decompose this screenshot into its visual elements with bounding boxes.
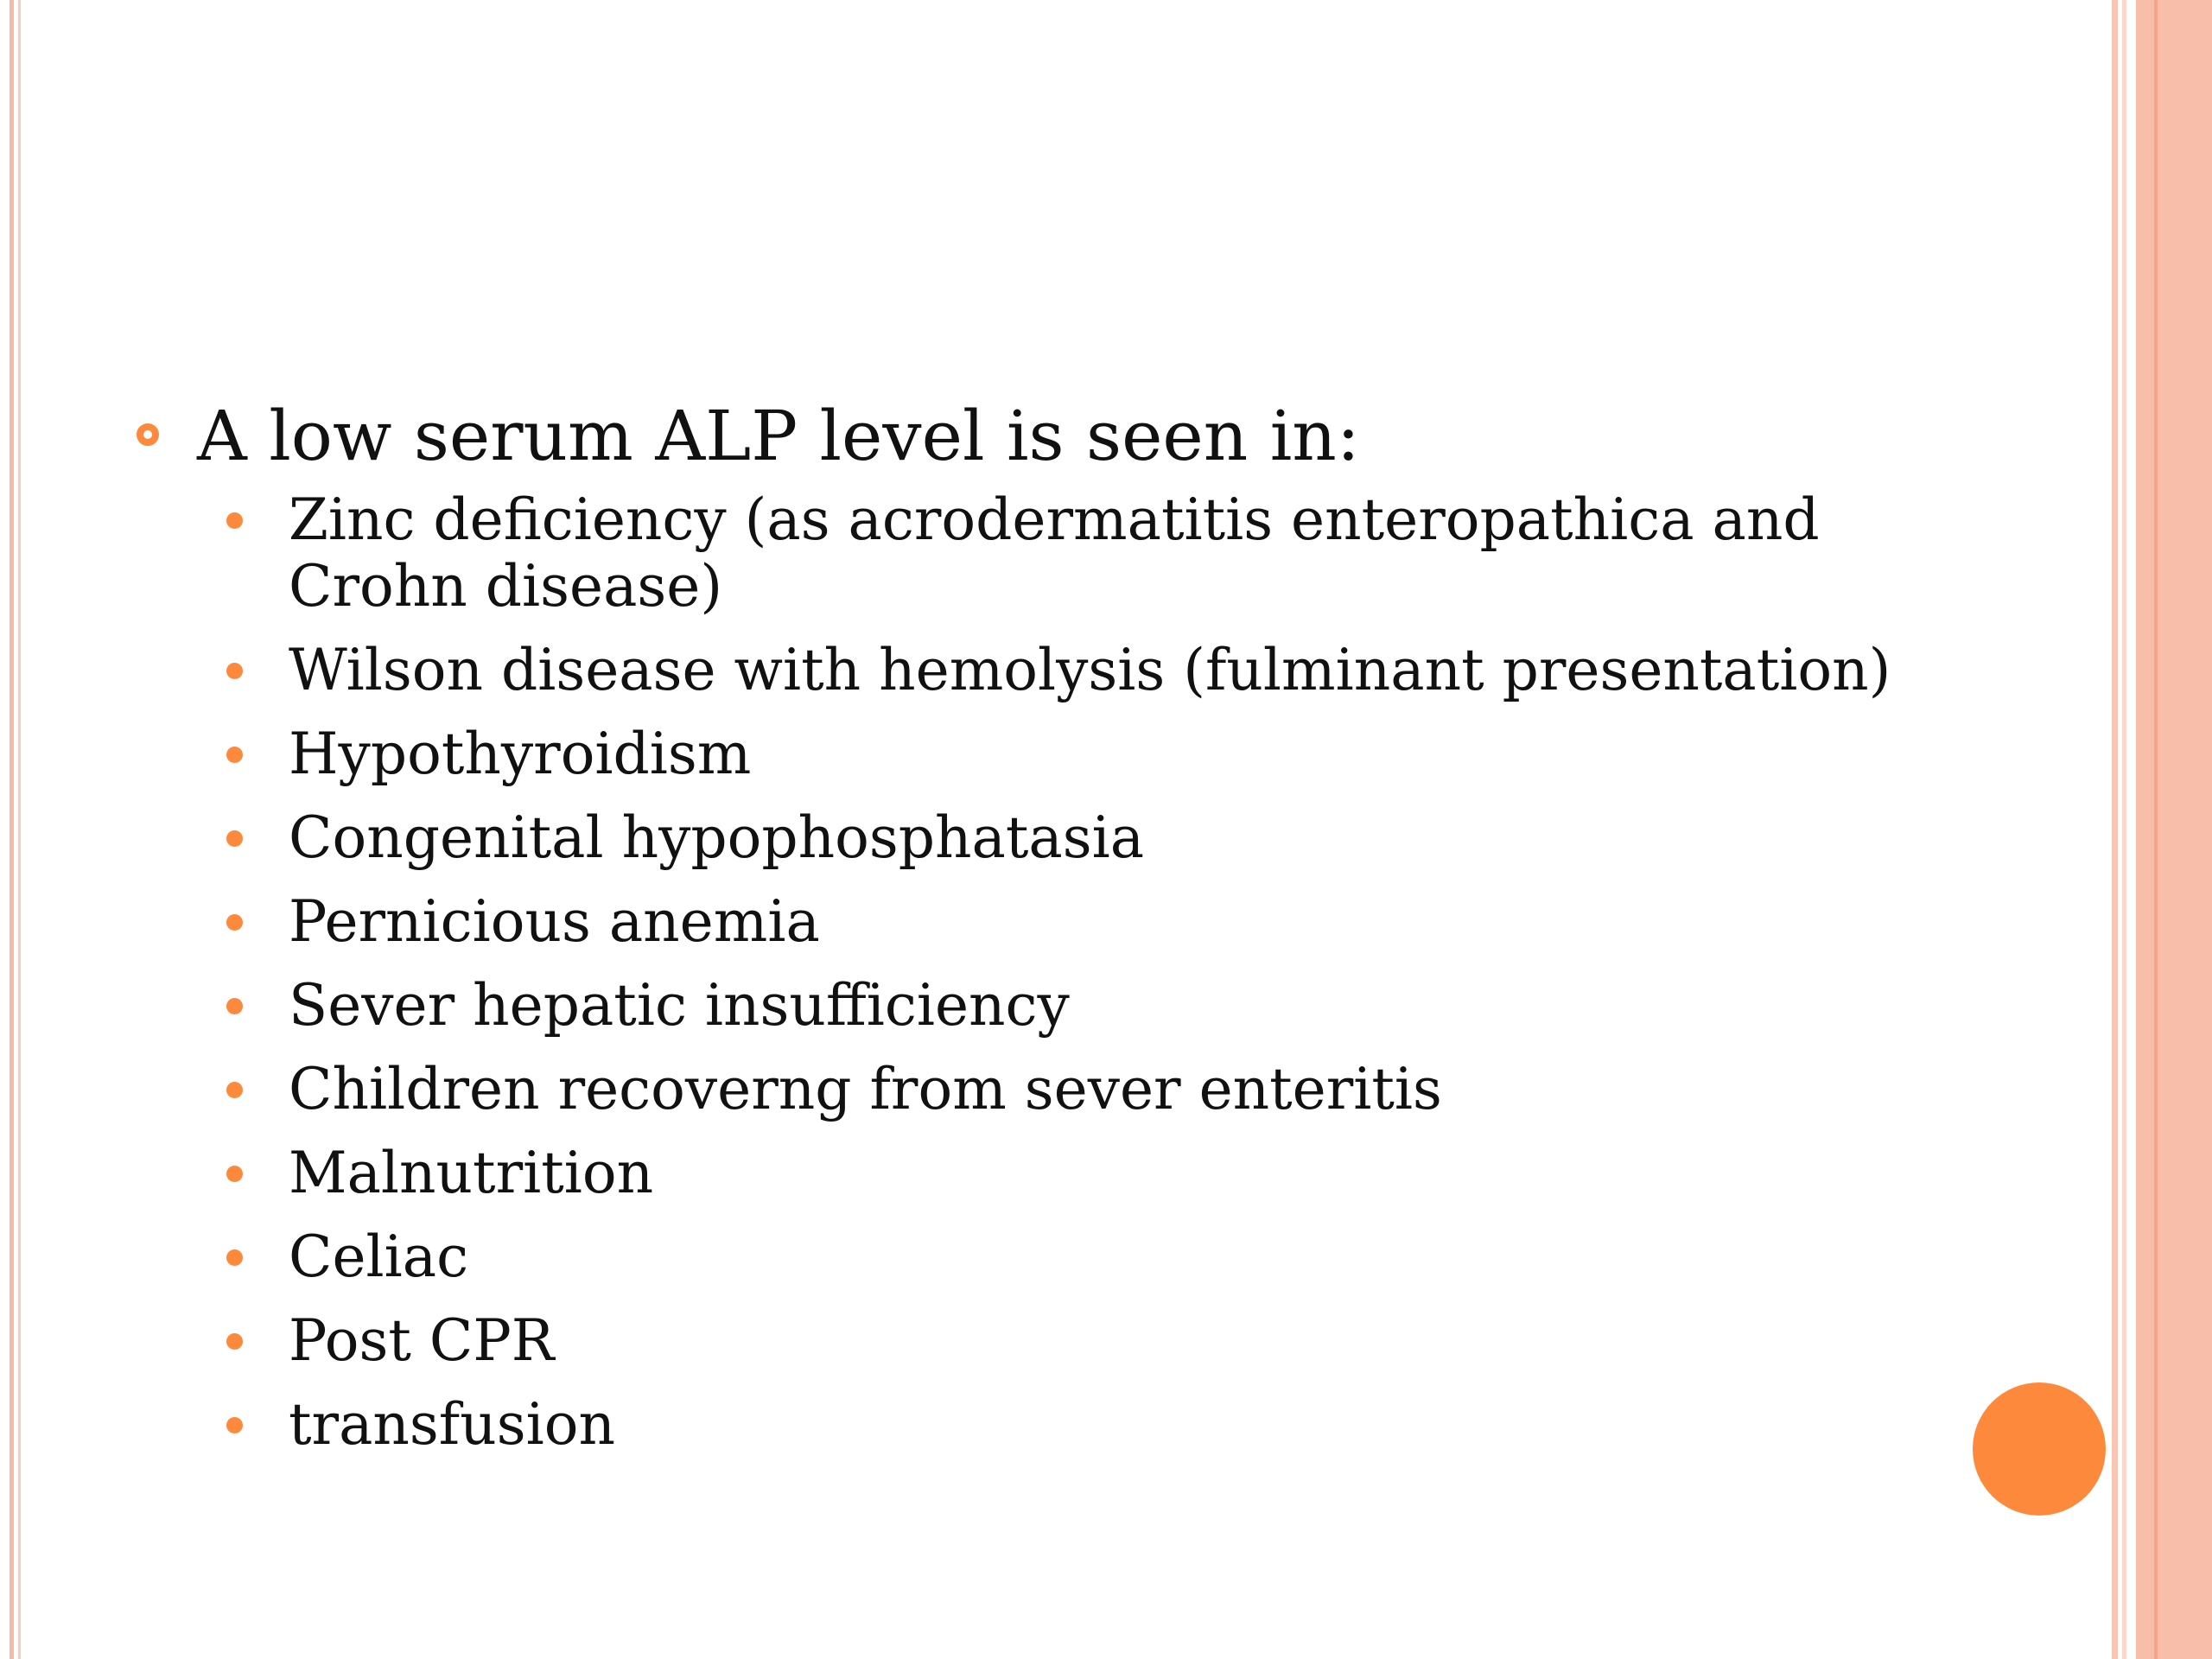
list-item-text: Congenital hypophosphatasia [289, 804, 1145, 871]
list-item [289, 1224, 1982, 1290]
list-item-text: Children recoverng from sever enteritis [289, 1056, 1442, 1122]
list-item [289, 1391, 1982, 1458]
list-item [289, 637, 1982, 703]
list-item-text: Post CPR [289, 1307, 555, 1374]
sub-bullet-list [130, 486, 2074, 1458]
list-item-text: Malnutrition [289, 1140, 654, 1206]
dot-bullet-icon [226, 1166, 243, 1182]
dot-bullet-icon [226, 1333, 243, 1350]
orange-circle-decoration [1973, 1382, 2106, 1516]
list-item-text: transfusion [289, 1391, 615, 1458]
list-item-text: Zinc deficiency (as acrodermatitis enteropathica and Crohn disease) [289, 486, 1820, 620]
right-border-stripe [2112, 0, 2118, 1659]
left-border-line-inner [18, 0, 21, 1659]
list-item [289, 1140, 1982, 1206]
list-item [289, 1307, 1982, 1374]
list-item [289, 888, 1982, 955]
right-border-band [2136, 0, 2212, 1659]
left-border-line [10, 0, 14, 1659]
list-item [289, 486, 1982, 620]
list-item [289, 972, 1982, 1039]
list-item-text: Pernicious anemia [289, 888, 820, 955]
list-item-text: Celiac [289, 1224, 469, 1290]
main-bullet-text: A low serum ALP level is seen in: [197, 396, 1360, 476]
dot-bullet-icon [226, 512, 243, 529]
list-item [289, 1056, 1982, 1122]
right-border-stripe-light [2122, 0, 2126, 1659]
dot-bullet-icon [226, 663, 243, 679]
dot-bullet-icon [226, 914, 243, 931]
dot-bullet-icon [226, 998, 243, 1014]
main-bullet [130, 393, 2074, 480]
slide-content [130, 393, 2074, 1475]
ring-bullet-icon [137, 423, 159, 446]
dot-bullet-icon [226, 1082, 243, 1098]
dot-bullet-icon [226, 747, 243, 763]
list-item-text: Sever hepatic insufficiency [289, 972, 1070, 1039]
dot-bullet-icon [226, 830, 243, 847]
list-item-text: Wilson disease with hemolysis (fulminant presentation) [289, 637, 1891, 703]
list-item-text: Hypothyroidism [289, 721, 752, 787]
right-border-band-line [2154, 0, 2158, 1659]
list-item [289, 804, 1982, 871]
list-item [289, 721, 1982, 787]
dot-bullet-icon [226, 1417, 243, 1433]
dot-bullet-icon [226, 1249, 243, 1266]
